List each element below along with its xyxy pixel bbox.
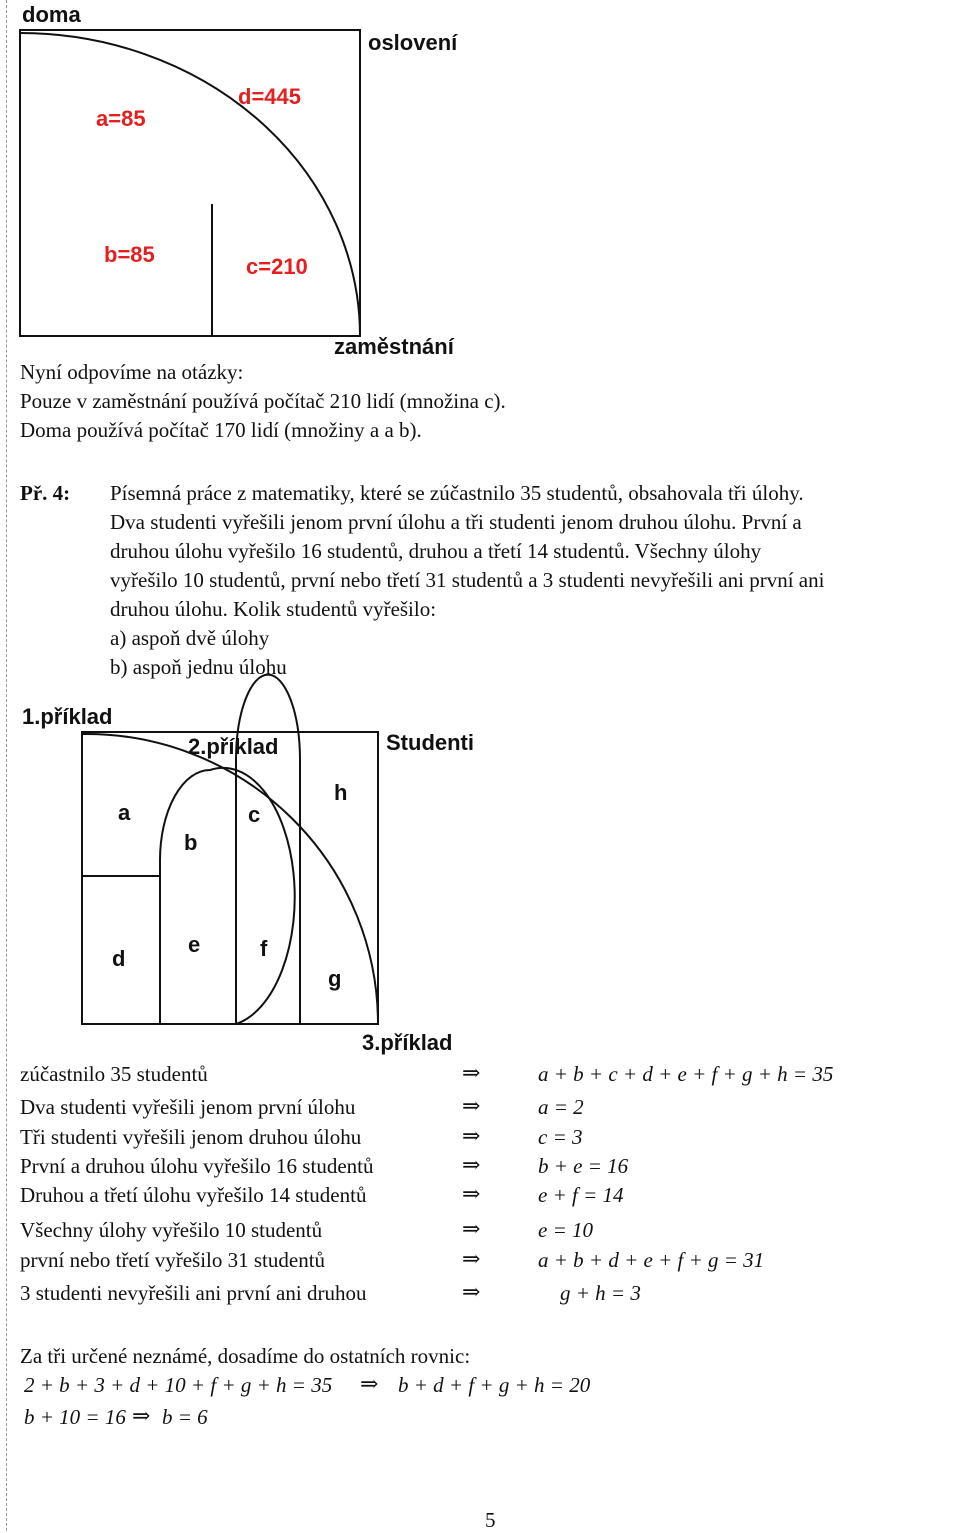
implies-arrow-icon: ⇒	[462, 1093, 481, 1118]
substitution-equation-right: b + d + f + g + h = 20	[398, 1373, 591, 1397]
equation-statement: 3 studenti nevyřešili ani první ani druhou	[20, 1281, 367, 1305]
problem-line-7: b) aspoň jednu úlohu	[110, 655, 287, 679]
label-studenti: Studenti	[386, 730, 474, 755]
region-d: d	[112, 946, 126, 971]
problem-line-6: a) aspoň dvě úlohy	[110, 626, 270, 650]
problem-line-2: Dva studenti vyřešili jenom první úlohu a tři studenti jenom druhou úlohu. První a	[110, 510, 802, 534]
equation-formula: a = 2	[538, 1095, 584, 1119]
substitution-intro: Za tři určené neznámé, dosadíme do ostatních rovnic:	[20, 1344, 471, 1368]
region-g: g	[328, 966, 342, 991]
region-b-value: b=85	[104, 242, 155, 267]
region-h: h	[334, 780, 348, 805]
implies-arrow-icon: ⇒	[360, 1371, 379, 1396]
region-a-value: a=85	[96, 106, 146, 131]
diagram1-arc-large	[20, 33, 360, 336]
solution-equation-right: b = 6	[162, 1405, 208, 1429]
diagram2-arc-middle	[160, 768, 295, 1024]
implies-arrow-icon: ⇒	[462, 1060, 481, 1085]
implies-arrow-icon: ⇒	[462, 1246, 481, 1271]
equation-formula: e + f = 14	[538, 1183, 624, 1207]
label-doma: doma	[22, 2, 81, 27]
equation-formula: g + h = 3	[560, 1281, 641, 1305]
implies-arrow-icon: ⇒	[462, 1279, 481, 1304]
problem-line-3: druhou úlohu vyřešilo 16 studentů, druhou a třetí 14 studentů. Všechny úlohy	[110, 539, 762, 563]
equation-statement: zúčastnilo 35 studentů	[20, 1062, 208, 1086]
answers-line-3: Doma používá počítač 170 lidí (množiny a a b).	[20, 418, 422, 442]
solution-equation-left: b + 10 = 16	[24, 1405, 126, 1429]
region-a: a	[118, 800, 131, 825]
equation-row	[20, 1095, 920, 1123]
page-number: 5	[485, 1508, 496, 1532]
equation-statement: Tři studenti vyřešili jenom druhou úlohu	[20, 1125, 362, 1149]
equation-formula: a + b + d + e + f + g = 31	[538, 1248, 765, 1272]
equation-statement: První a druhou úlohu vyřešilo 16 studentů	[20, 1154, 374, 1178]
label-priklad-3: 3.příklad	[362, 1030, 453, 1055]
implies-arrow-icon: ⇒	[132, 1403, 151, 1428]
implies-arrow-icon: ⇒	[462, 1216, 481, 1241]
region-f: f	[260, 936, 268, 961]
problem-label: Př. 4:	[20, 481, 71, 505]
label-osloveni: oslovení	[368, 30, 458, 55]
label-priklad-1: 1.příklad	[22, 704, 113, 729]
label-zamestnani: zaměstnání	[334, 334, 454, 359]
answers-line-1: Nyní odpovíme na otázky:	[20, 360, 244, 384]
equation-formula: a + b + c + d + e + f + g + h = 35	[538, 1062, 834, 1086]
equation-statement: Druhou a třetí úlohu vyřešilo 14 studentů	[20, 1183, 367, 1207]
equation-row	[20, 1062, 920, 1090]
region-b: b	[184, 830, 198, 855]
substitution-equation-left: 2 + b + 3 + d + 10 + f + g + h = 35	[24, 1373, 333, 1397]
region-d-value: d=445	[238, 84, 301, 109]
problem-line-5: druhou úlohu. Kolik studentů vyřešilo:	[110, 597, 437, 621]
equation-row	[20, 1248, 920, 1276]
region-c: c	[248, 802, 261, 827]
label-priklad-2: 2.příklad	[188, 734, 279, 759]
problem-line-1: Písemná práce z matematiky, které se zúčastnilo 35 studentů, obsahovala tři úlohy.	[110, 481, 804, 505]
region-e: e	[188, 932, 201, 957]
implies-arrow-icon: ⇒	[462, 1181, 481, 1206]
equation-formula: b + e = 16	[538, 1154, 629, 1178]
equation-row	[20, 1154, 920, 1182]
equation-row	[20, 1218, 920, 1246]
region-c-value: c=210	[246, 254, 308, 279]
equation-row	[20, 1125, 920, 1153]
implies-arrow-icon: ⇒	[462, 1152, 481, 1177]
answers-line-2: Pouze v zaměstnání používá počítač 210 lidí (množina c).	[20, 389, 506, 413]
diagram1-frame	[20, 30, 360, 336]
equation-formula: c = 3	[538, 1125, 583, 1149]
equation-statement: Všechny úlohy vyřešilo 10 studentů	[20, 1218, 323, 1242]
equation-row	[20, 1281, 920, 1309]
equation-statement: Dva studenti vyřešili jenom první úlohu	[20, 1095, 356, 1119]
equation-statement: první nebo třetí vyřešilo 31 studentů	[20, 1248, 326, 1272]
equation-row	[20, 1183, 920, 1211]
equation-formula: e = 10	[538, 1218, 593, 1242]
problem-line-4: vyřešilo 10 studentů, první nebo třetí 31 studentů a 3 studenti nevyřešili ani první ani	[110, 568, 825, 592]
implies-arrow-icon: ⇒	[462, 1123, 481, 1148]
